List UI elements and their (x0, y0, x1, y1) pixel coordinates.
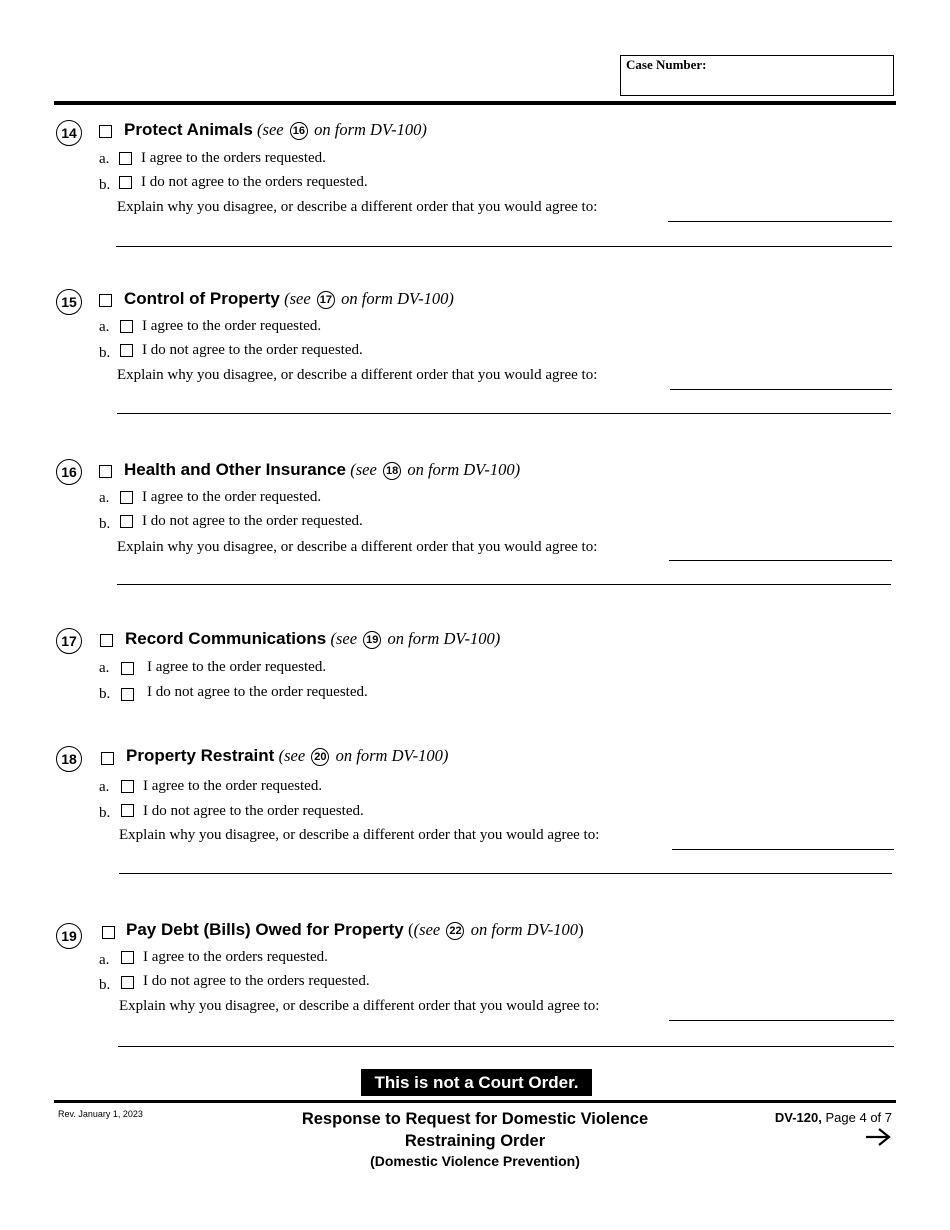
see-prefix: (see (284, 289, 311, 308)
case-number-box[interactable] (620, 55, 894, 96)
explain-label: Explain why you disagree, or describe a different order that you would agree to: (117, 199, 598, 215)
item-title: Health and Other Insurance (124, 460, 346, 479)
see-suffix: on form DV-100) (335, 746, 449, 765)
option-a-letter: a. (99, 319, 110, 335)
option-a-letter: a. (99, 952, 110, 968)
ref-number: 18 (383, 462, 401, 480)
explain-label: Explain why you disagree, or describe a different order that you would agree to: (117, 367, 598, 383)
form-title-line-1: Response to Request for Domestic Violence (301, 1110, 649, 1128)
option-a-checkbox[interactable] (120, 491, 133, 504)
item-title: Pay Debt (Bills) Owed for Property (126, 920, 404, 939)
form-title-line-2: Restraining Order (404, 1132, 546, 1150)
option-a-checkbox[interactable] (119, 152, 132, 165)
item-checkbox[interactable] (99, 465, 112, 478)
option-b-label: I do not agree to the order requested. (142, 513, 363, 529)
explain-label: Explain why you disagree, or describe a different order that you would agree to: (119, 827, 600, 843)
option-a-letter: a. (99, 660, 110, 676)
item-checkbox[interactable] (100, 634, 113, 647)
item-number: 15 (56, 289, 82, 315)
case-number-label: Case Number: (626, 57, 707, 72)
item-number: 17 (56, 628, 82, 654)
option-b-letter: b. (99, 977, 111, 993)
ref-number: 22 (446, 922, 464, 940)
explain-label: Explain why you disagree, or describe a different order that you would agree to: (117, 539, 598, 555)
see-suffix: on form DV-100 (470, 920, 578, 939)
item-title: Protect Animals (124, 120, 253, 139)
see-prefix: (see (278, 746, 306, 765)
option-b-checkbox[interactable] (120, 515, 133, 528)
option-b-checkbox[interactable] (121, 804, 134, 817)
option-a-checkbox[interactable] (120, 320, 133, 333)
option-a-checkbox[interactable] (121, 951, 134, 964)
option-b-label: I do not agree to the order requested. (142, 342, 363, 358)
see-suffix: on form DV-100) (407, 460, 521, 479)
ref-number: 17 (317, 291, 335, 309)
item-title-line (124, 120, 427, 140)
explain-line-1[interactable] (669, 560, 892, 561)
revision-date: Rev. January 1, 2023 (58, 1109, 143, 1119)
item-number: 16 (56, 459, 82, 485)
item-number: 19 (56, 923, 82, 949)
option-b-letter: b. (99, 805, 111, 821)
form-subtitle: (Domestic Violence Prevention) (370, 1153, 580, 1169)
option-b-letter: b. (99, 516, 111, 532)
ref-number: 16 (290, 122, 308, 140)
option-b-checkbox[interactable] (121, 688, 134, 701)
explain-line-1[interactable] (670, 389, 892, 390)
see-prefix: (see (413, 920, 441, 939)
option-a-label: I agree to the orders requested. (143, 949, 328, 965)
explain-line-2[interactable] (116, 246, 892, 247)
explain-line-2[interactable] (117, 413, 891, 414)
option-b-label: I do not agree to the order requested. (143, 803, 364, 819)
see-prefix: (see (350, 460, 377, 479)
ref-number: 20 (311, 748, 329, 766)
option-a-letter: a. (99, 779, 110, 795)
option-b-letter: b. (99, 177, 111, 193)
option-a-label: I agree to the order requested. (142, 489, 322, 505)
item-title: Control of Property (124, 289, 280, 308)
form-title (260, 1108, 690, 1152)
page-label: Page 4 of 7 (825, 1110, 892, 1125)
option-b-checkbox[interactable] (121, 976, 134, 989)
item-number: 18 (56, 746, 82, 772)
option-a-checkbox[interactable] (121, 780, 134, 793)
see-suffix: on form DV-100) (387, 629, 501, 648)
explain-line-2[interactable] (119, 873, 892, 874)
ref-number: 19 (363, 631, 381, 649)
see-suffix: on form DV-100) (314, 120, 427, 139)
option-b-letter: b. (99, 686, 111, 702)
see-prefix: (see (330, 629, 358, 648)
option-a-checkbox[interactable] (121, 662, 134, 675)
item-checkbox[interactable] (101, 752, 114, 765)
explain-line-2[interactable] (117, 584, 891, 585)
explain-line-1[interactable] (672, 849, 894, 850)
explain-line-2[interactable] (118, 1046, 894, 1047)
explain-label: Explain why you disagree, or describe a different order that you would agree to: (119, 998, 600, 1014)
form-page-id (775, 1110, 892, 1125)
option-b-checkbox[interactable] (120, 344, 133, 357)
arrow-right-icon[interactable] (864, 1127, 892, 1147)
item-title: Property Restraint (126, 746, 275, 765)
option-a-label: I agree to the orders requested. (141, 150, 326, 166)
item-checkbox[interactable] (102, 926, 115, 939)
item-checkbox[interactable] (99, 294, 112, 307)
option-a-letter: a. (99, 490, 110, 506)
item-checkbox[interactable] (99, 125, 112, 138)
bottom-divider (54, 1100, 896, 1103)
option-b-label: I do not agree to the orders requested. (141, 174, 368, 190)
option-a-label: I agree to the order requested. (147, 659, 327, 675)
item-number: 14 (56, 120, 82, 146)
option-b-checkbox[interactable] (119, 176, 132, 189)
item-title-line (125, 629, 500, 649)
option-b-label: I do not agree to the order requested. (147, 684, 368, 700)
option-a-label: I agree to the order requested. (143, 778, 323, 794)
explain-line-1[interactable] (669, 1020, 894, 1021)
item-title: Record Communications (125, 629, 327, 648)
explain-line-1[interactable] (668, 221, 892, 222)
top-divider (54, 101, 896, 105)
form-code: DV-120, (774, 1110, 822, 1125)
item-title-line (126, 746, 448, 766)
see-suffix: on form DV-100) (341, 289, 454, 308)
item-title-line (124, 289, 454, 309)
see-prefix: (see (257, 120, 284, 139)
option-b-label: I do not agree to the orders requested. (143, 973, 370, 989)
not-court-order-banner: This is not a Court Order. (361, 1069, 592, 1096)
option-a-label: I agree to the order requested. (142, 318, 322, 334)
option-b-letter: b. (99, 345, 111, 361)
option-a-letter: a. (99, 151, 110, 167)
item-title-line (124, 460, 520, 480)
item-title-line: Pay Debt (Bills) Owed for Property ((see 22 on form DV-100) (126, 920, 584, 939)
